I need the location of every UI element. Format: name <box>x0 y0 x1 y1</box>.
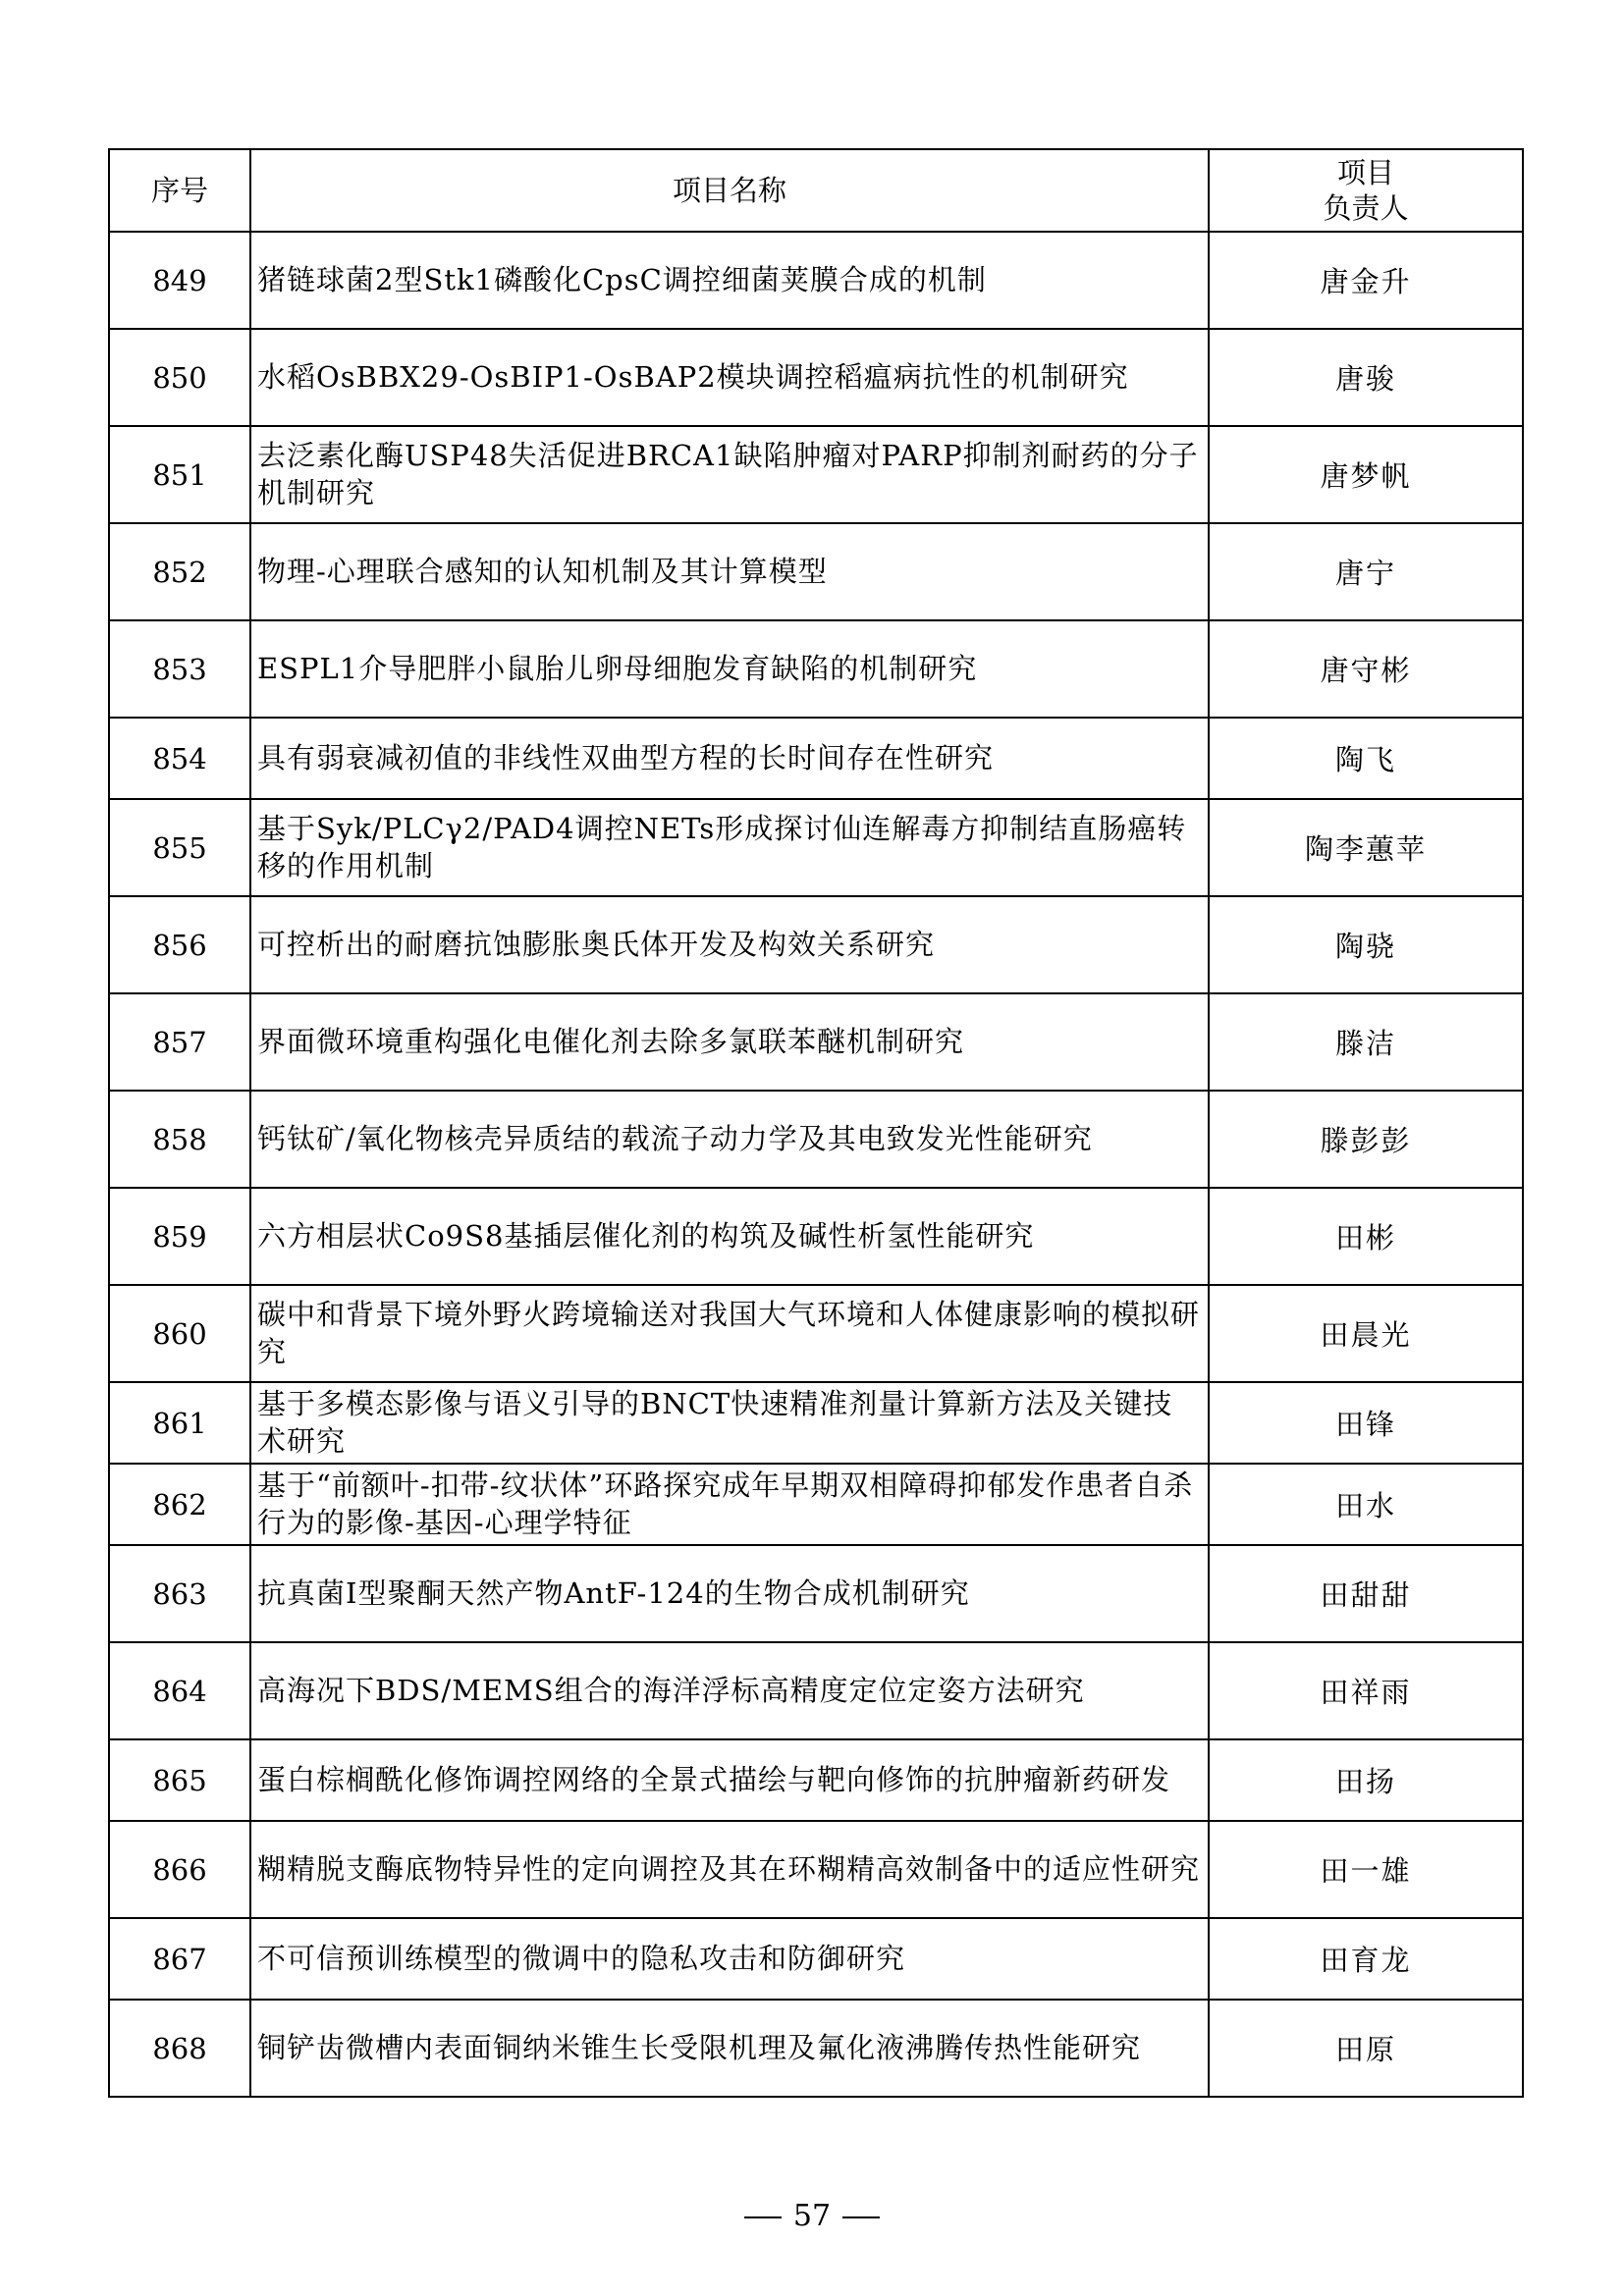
project-name-cell: 具有弱衰减初值的非线性双曲型方程的长时间存在性研究 <box>250 718 1209 799</box>
header-project-name: 项目名称 <box>250 149 1209 232</box>
seq-cell: 859 <box>109 1188 250 1285</box>
leader-cell: 陶飞 <box>1209 718 1523 799</box>
table-row <box>109 1918 1523 2000</box>
seq-cell: 861 <box>109 1382 250 1464</box>
leader-cell: 陶李蕙苹 <box>1209 799 1523 896</box>
leader-cell: 滕洁 <box>1209 993 1523 1091</box>
leader-cell: 田原 <box>1209 2000 1523 2097</box>
table-row <box>109 523 1523 620</box>
leader-cell: 唐守彬 <box>1209 620 1523 718</box>
seq-cell: 853 <box>109 620 250 718</box>
project-name-cell: 蛋白棕榈酰化修饰调控网络的全景式描绘与靶向修饰的抗肿瘤新药研发 <box>250 1739 1209 1821</box>
seq-cell: 856 <box>109 896 250 993</box>
leader-cell: 唐梦帆 <box>1209 426 1523 523</box>
table-row <box>109 896 1523 993</box>
seq-cell: 865 <box>109 1739 250 1821</box>
table-row <box>109 1821 1523 1918</box>
seq-cell: 860 <box>109 1285 250 1382</box>
project-name-cell: 基于多模态影像与语义引导的BNCT快速精准剂量计算新方法及关键技术研究 <box>250 1382 1209 1464</box>
table-row <box>109 232 1523 329</box>
page-footer <box>0 2199 1624 2233</box>
table-body <box>109 232 1523 2097</box>
seq-cell: 867 <box>109 1918 250 2000</box>
seq-cell: 855 <box>109 799 250 896</box>
leader-cell: 陶骁 <box>1209 896 1523 993</box>
seq-cell: 851 <box>109 426 250 523</box>
leader-cell: 唐骏 <box>1209 329 1523 426</box>
table-row <box>109 1739 1523 1821</box>
seq-cell: 849 <box>109 232 250 329</box>
leader-cell: 田锋 <box>1209 1382 1523 1464</box>
project-name-cell: 基于Syk/PLCγ2/PAD4调控NETs形成探讨仙连解毒方抑制结直肠癌转移的作用机制 <box>250 799 1209 896</box>
project-name-cell: 去泛素化酶USP48失活促进BRCA1缺陷肿瘤对PARP抑制剂耐药的分子机制研究 <box>250 426 1209 523</box>
table-row <box>109 993 1523 1091</box>
header-leader-line1: 项目 <box>1336 155 1394 189</box>
table-row <box>109 718 1523 799</box>
table-row <box>109 2000 1523 2097</box>
project-name-cell: 水稻OsBBX29-OsBIP1-OsBAP2模块调控稻瘟病抗性的机制研究 <box>250 329 1209 426</box>
seq-cell: 866 <box>109 1821 250 1918</box>
project-name-cell: 可控析出的耐磨抗蚀膨胀奥氏体开发及构效关系研究 <box>250 896 1209 993</box>
project-name-cell: 基于“前额叶-扣带-纹状体”环路探究成年早期双相障碍抑郁发作患者自杀行为的影像-基因-心理学特征 <box>250 1464 1209 1545</box>
seq-cell: 857 <box>109 993 250 1091</box>
project-name-cell: 物理-心理联合感知的认知机制及其计算模型 <box>250 523 1209 620</box>
project-name-cell: 六方相层状Co9S8基插层催化剂的构筑及碱性析氢性能研究 <box>250 1188 1209 1285</box>
table-row <box>109 1091 1523 1188</box>
leader-cell: 田祥雨 <box>1209 1642 1523 1739</box>
leader-cell: 田甜甜 <box>1209 1545 1523 1642</box>
seq-cell: 852 <box>109 523 250 620</box>
seq-cell: 862 <box>109 1464 250 1545</box>
seq-cell: 868 <box>109 2000 250 2097</box>
project-name-cell: 不可信预训练模型的微调中的隐私攻击和防御研究 <box>250 1918 1209 2000</box>
leader-cell: 田水 <box>1209 1464 1523 1545</box>
header-leader-line2: 负责人 <box>1323 191 1409 225</box>
table-row <box>109 1545 1523 1642</box>
table-row <box>109 1642 1523 1739</box>
seq-cell: 863 <box>109 1545 250 1642</box>
table-row <box>109 1285 1523 1382</box>
table-row <box>109 1188 1523 1285</box>
project-name-cell: ESPL1介导肥胖小鼠胎儿卵母细胞发育缺陷的机制研究 <box>250 620 1209 718</box>
project-name-cell: 糊精脱支酶底物特异性的定向调控及其在环糊精高效制备中的适应性研究 <box>250 1821 1209 1918</box>
table-row <box>109 329 1523 426</box>
project-table <box>108 148 1524 2098</box>
table-row <box>109 1382 1523 1464</box>
seq-cell: 854 <box>109 718 250 799</box>
project-name-cell: 抗真菌Ⅰ型聚酮天然产物AntF-124的生物合成机制研究 <box>250 1545 1209 1642</box>
leader-cell: 唐宁 <box>1209 523 1523 620</box>
project-name-cell: 高海况下BDS/MEMS组合的海洋浮标高精度定位定姿方法研究 <box>250 1642 1209 1739</box>
table-row <box>109 1464 1523 1545</box>
leader-cell: 滕彭彭 <box>1209 1091 1523 1188</box>
seq-cell: 850 <box>109 329 250 426</box>
leader-cell: 唐金升 <box>1209 232 1523 329</box>
table-row <box>109 799 1523 896</box>
table-row <box>109 426 1523 523</box>
project-name-cell: 碳中和背景下境外野火跨境输送对我国大气环境和人体健康影响的模拟研究 <box>250 1285 1209 1382</box>
leader-cell: 田晨光 <box>1209 1285 1523 1382</box>
footer-dash-right <box>842 2216 880 2218</box>
header-seq: 序号 <box>109 149 250 232</box>
project-name-cell: 猪链球菌2型Stk1磷酸化CpsC调控细菌荚膜合成的机制 <box>250 232 1209 329</box>
leader-cell: 田扬 <box>1209 1739 1523 1821</box>
seq-cell: 858 <box>109 1091 250 1188</box>
project-name-cell: 铜铲齿微槽内表面铜纳米锥生长受限机理及氟化液沸腾传热性能研究 <box>250 2000 1209 2097</box>
header-leader <box>1209 149 1523 232</box>
project-name-cell: 钙钛矿/氧化物核壳异质结的载流子动力学及其电致发光性能研究 <box>250 1091 1209 1188</box>
footer-dash-left <box>744 2216 782 2218</box>
page-number: 57 <box>792 2199 832 2233</box>
leader-cell: 田一雄 <box>1209 1821 1523 1918</box>
leader-cell: 田育龙 <box>1209 1918 1523 2000</box>
leader-cell: 田彬 <box>1209 1188 1523 1285</box>
table-header-row <box>109 149 1523 232</box>
project-name-cell: 界面微环境重构强化电催化剂去除多氯联苯醚机制研究 <box>250 993 1209 1091</box>
table-row <box>109 620 1523 718</box>
seq-cell: 864 <box>109 1642 250 1739</box>
